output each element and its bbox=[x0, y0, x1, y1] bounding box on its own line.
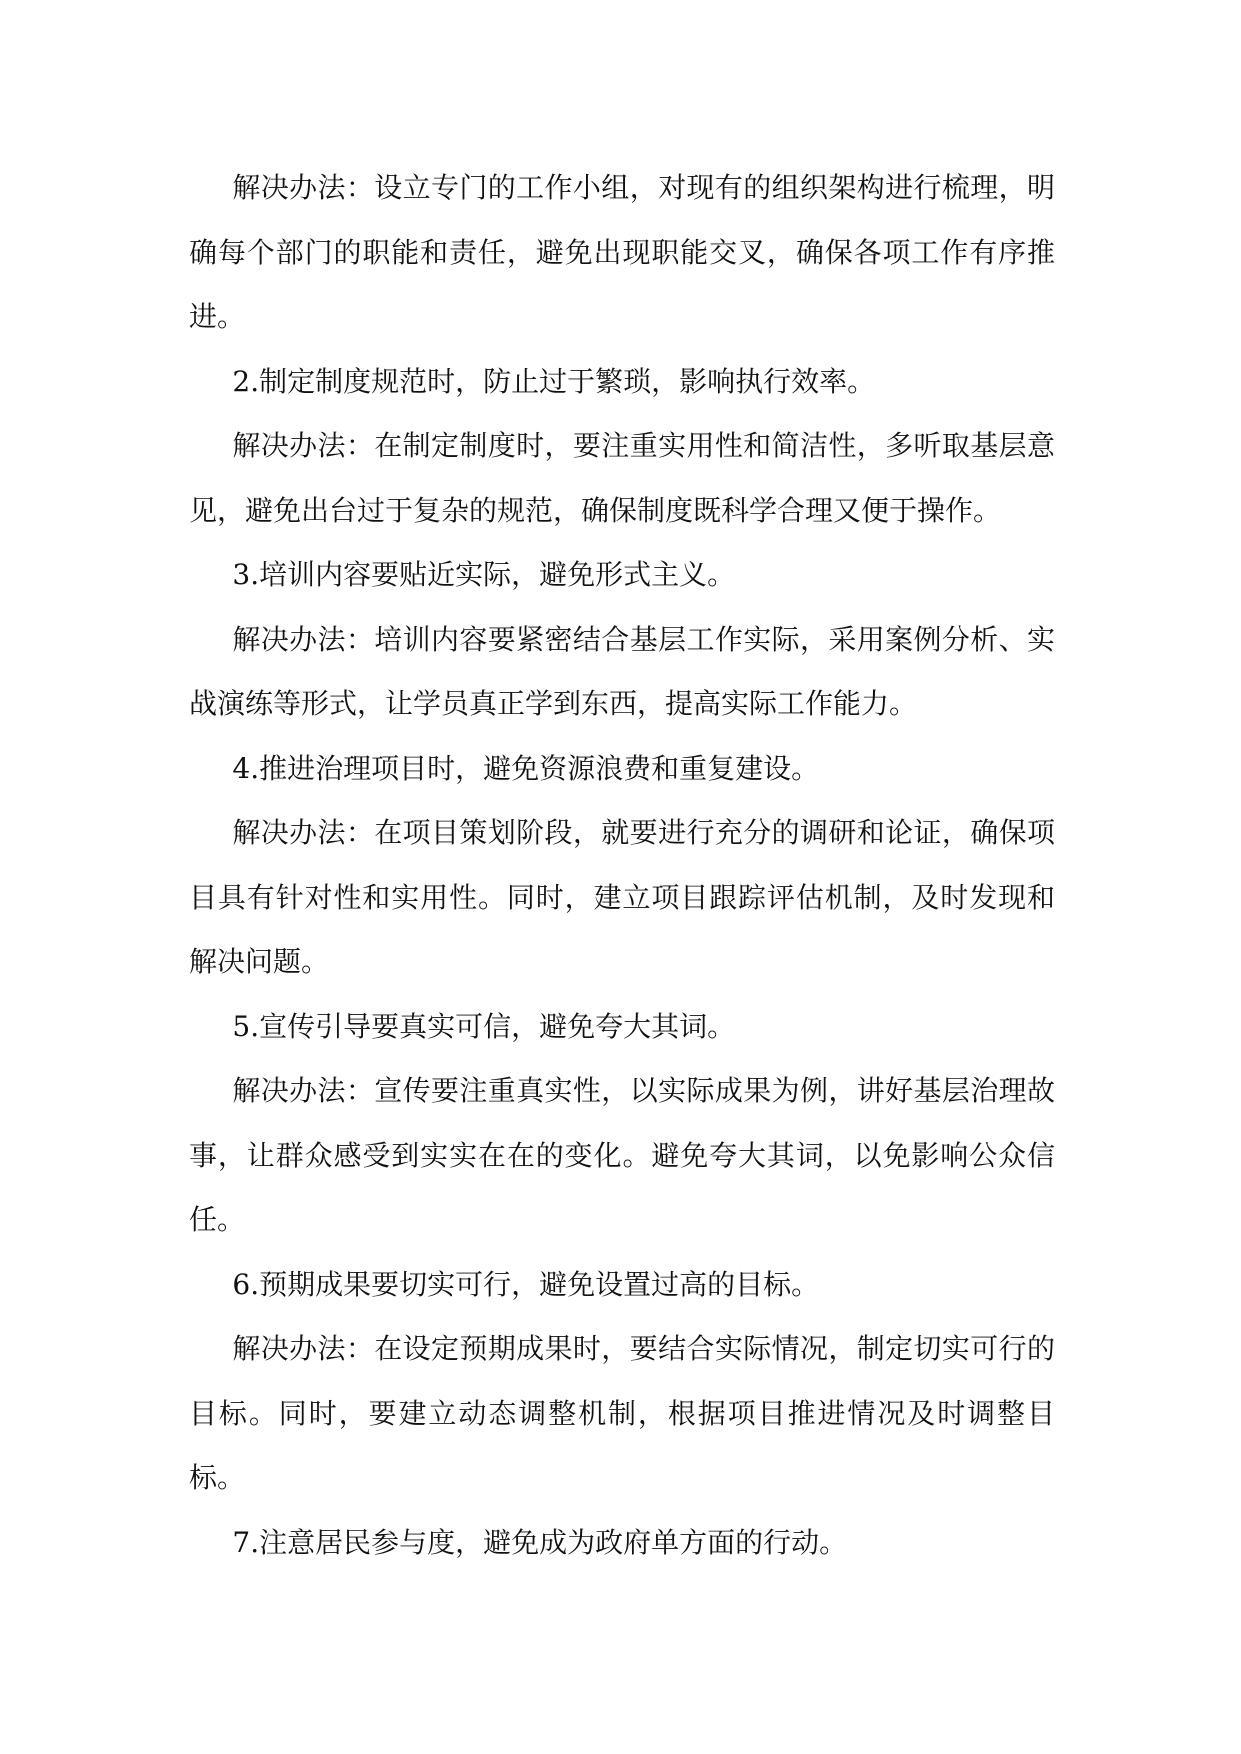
paragraph-item-7: 7.注意居民参与度，避免成为政府单方面的行动。 bbox=[232, 1525, 848, 1559]
paragraph-solution-2: 解决办法：在制定制度时，要注重实用性和简洁性，多听取基层意见，避免出台过于复杂的规范，确保制度既科学合理又便于操作。 bbox=[189, 429, 1055, 527]
paragraph-solution-6: 解决办法：在设定预期成果时，要结合实际情况，制定切实可行的目标。同时，要建立动态调整机制，根据项目推进情况及时调整目标。 bbox=[189, 1332, 1055, 1494]
paragraph-solution-4: 解决办法：在项目策划阶段，就要进行充分的调研和论证，确保项目具有针对性和实用性。同时，建立项目跟踪评估机制，及时发现和解决问题。 bbox=[189, 816, 1055, 978]
paragraph-solution-5: 解决办法：宣传要注重真实性，以实际成果为例，讲好基层治理故事，让群众感受到实实在在的变化。避免夸大其词，以免影响公众信任。 bbox=[189, 1074, 1055, 1236]
paragraph-solution-1: 解决办法：设立专门的工作小组，对现有的组织架构进行梳理，明确每个部门的职能和责任，避免出现职能交叉，确保各项工作有序推进。 bbox=[189, 171, 1055, 333]
document-body bbox=[189, 156, 1055, 1575]
paragraph-item-2: 2.制定制度规范时，防止过于繁琐，影响执行效率。 bbox=[232, 364, 876, 398]
paragraph-item-4: 4.推进治理项目时，避免资源浪费和重复建设。 bbox=[232, 751, 820, 785]
paragraph-item-5: 5.宣传引导要真实可信，避免夸大其词。 bbox=[232, 1009, 736, 1043]
paragraph-item-6: 6.预期成果要切实可行，避免设置过高的目标。 bbox=[232, 1267, 820, 1301]
paragraph-solution-3: 解决办法：培训内容要紧密结合基层工作实际，采用案例分析、实战演练等形式，让学员真正学到东西，提高实际工作能力。 bbox=[189, 622, 1055, 720]
paragraph-item-3: 3.培训内容要贴近实际，避免形式主义。 bbox=[232, 558, 736, 591]
